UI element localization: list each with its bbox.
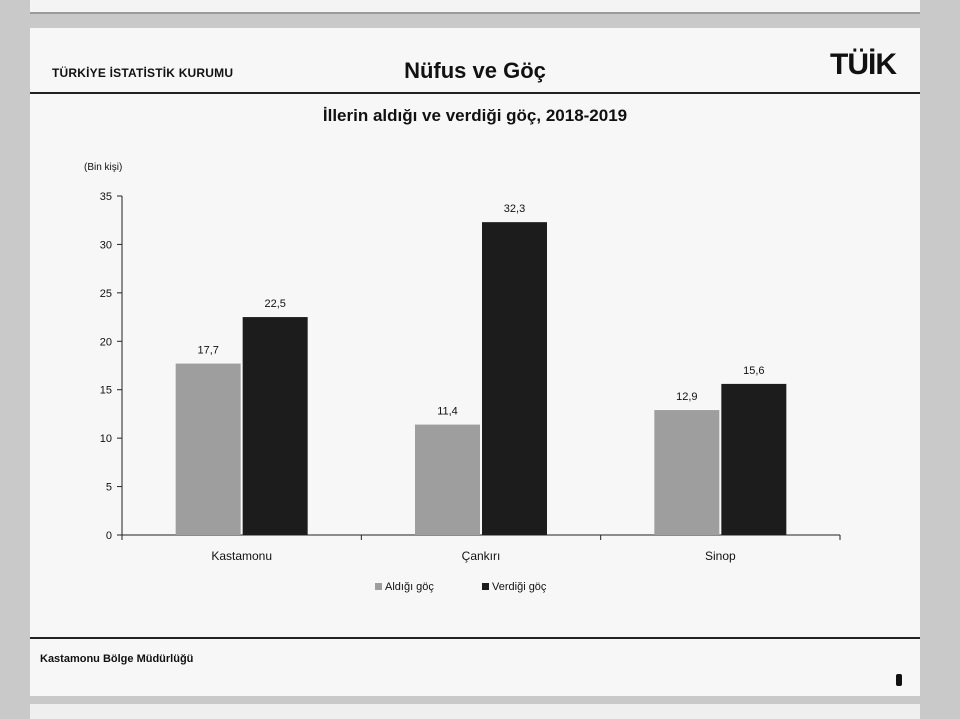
- y-tick-label: 20: [99, 336, 112, 349]
- org-name: TÜRKİYE İSTATİSTİK KURUMU: [52, 66, 234, 80]
- y-tick-label: 35: [99, 191, 112, 203]
- legend-swatch: [482, 583, 489, 590]
- bar-verdigi: [482, 222, 547, 535]
- y-tick-label: 25: [99, 287, 112, 300]
- page-number-mark: [896, 674, 902, 686]
- y-unit-label: (Bin kişi): [84, 162, 123, 173]
- data-label: 15,6: [743, 364, 765, 377]
- bar-verdigi: [721, 384, 786, 535]
- tuik-logo: TÜİK: [830, 48, 896, 81]
- previous-slide-edge: [30, 0, 920, 14]
- legend-swatch: [375, 583, 382, 590]
- data-label: 22,5: [264, 298, 286, 311]
- bar-aldigi: [654, 410, 719, 535]
- data-label: 17,7: [197, 344, 219, 357]
- bar-chart: [30, 28, 920, 628]
- bar-verdigi: [243, 317, 308, 535]
- bar-aldigi: [176, 364, 241, 535]
- y-tick-label: 30: [99, 239, 112, 252]
- footer-office: Kastamonu Bölge Müdürlüğü: [40, 653, 194, 665]
- x-tick-label: Çankırı: [461, 549, 501, 563]
- chart-title: İllerin aldığı ve verdiği göç, 2018-2019: [322, 106, 628, 125]
- y-tick-label: 10: [99, 433, 112, 446]
- y-tick-label: 0: [105, 530, 112, 542]
- slide: [30, 28, 920, 696]
- y-tick-label: 15: [99, 384, 112, 397]
- next-slide-edge: [30, 704, 920, 719]
- page-title: Nüfus ve Göç: [404, 58, 546, 83]
- legend-label: Aldığı göç: [385, 581, 434, 593]
- legend-label: Verdiği göç: [492, 581, 547, 593]
- x-tick-label: Sinop: [704, 549, 736, 563]
- data-label: 11,4: [437, 405, 458, 418]
- footer-divider: [30, 637, 920, 639]
- bar-aldigi: [415, 425, 480, 535]
- y-tick-label: 5: [105, 481, 112, 494]
- x-tick-label: Kastamonu: [211, 549, 273, 563]
- data-label: 32,3: [503, 203, 526, 216]
- data-label: 12,9: [676, 391, 698, 404]
